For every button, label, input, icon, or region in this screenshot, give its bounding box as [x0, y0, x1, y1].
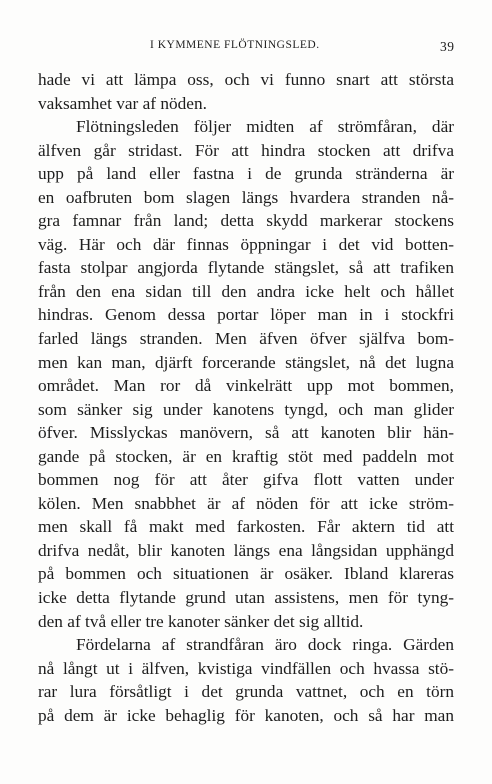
body-text: [38, 68, 454, 727]
text-line: Fördelarna af strandfåran äro dock ringa. Gärden: [76, 635, 454, 655]
text-line: men skall få makt med farkosten. Får aktern tid att: [38, 517, 454, 537]
text-line: farled längs stranden. Men äfven öfver själfva bom-: [38, 329, 454, 349]
text-line: gande på stocken, är en kraftig stöt med paddeln mot: [38, 446, 454, 466]
text-line: kölen. Men snabbhet är af nöden för att icke ström-: [38, 493, 454, 513]
text-line: på dem är icke behaglig för kanoten, och så har man: [38, 705, 454, 725]
text-line: gra famnar från land; detta skydd markerar stockens: [38, 211, 454, 231]
text-line: nå långt ut i älfven, kvistiga vindfällen och hvassa stö-: [38, 658, 454, 678]
text-line: upp på land eller fastna i de grunda stränderna är: [38, 164, 454, 184]
text-line: från den ena sidan till den andra icke helt och hållet: [38, 281, 454, 301]
text-line: rar lura försåtligt i det grunda vattnet, och en törn: [38, 682, 454, 702]
running-title: I KYMMENE FLÖTNINGSLED.: [150, 39, 320, 51]
text-line: den af två eller tre kanoter sänker det sig alltid.: [38, 611, 364, 631]
text-line: som sänker sig under kanotens tyngd, och man glider: [38, 399, 454, 419]
text-line: icke detta flytande grund utan assistens, men för tyng-: [38, 588, 454, 608]
text-line: väg. Här och där finnas öppningar i det vid botten-: [38, 234, 454, 254]
text-line: men kan man, djärft forcerande stängslet, nå det lugna: [38, 352, 454, 372]
text-line: älfven går stridast. För att hindra stocken att drifva: [38, 140, 454, 160]
text-line: hindras. Genom dessa portar löper man in i stockfri: [38, 305, 454, 325]
text-line: hade vi att lämpa oss, och vi funno snart att största: [38, 70, 454, 89]
text-line: området. Man ror då vinkelrätt upp mot bommen,: [38, 376, 454, 396]
running-head: [0, 39, 492, 55]
text-line: på bommen och situationen är osäker. Ibland klareras: [38, 564, 454, 584]
page-number: 39: [440, 39, 455, 54]
text-line: fasta stolpar angjorda flytande stängslet, så att trafiken: [38, 258, 454, 278]
text-line: vaksamhet var af nöden.: [38, 93, 207, 113]
text-line: öfver. Misslyckas manövern, så att kanoten blir hän-: [38, 423, 454, 443]
text-line: drifva nedåt, blir kanoten längs ena långsidan upphängd: [38, 540, 454, 560]
text-line: Flötningsleden följer midten af strömfåran, där: [76, 117, 454, 137]
text-line: en oafbruten bom slagen längs hvardera stranden nå-: [38, 187, 454, 207]
text-line: bommen nog för att åter gifva flott vatten under: [38, 470, 454, 490]
